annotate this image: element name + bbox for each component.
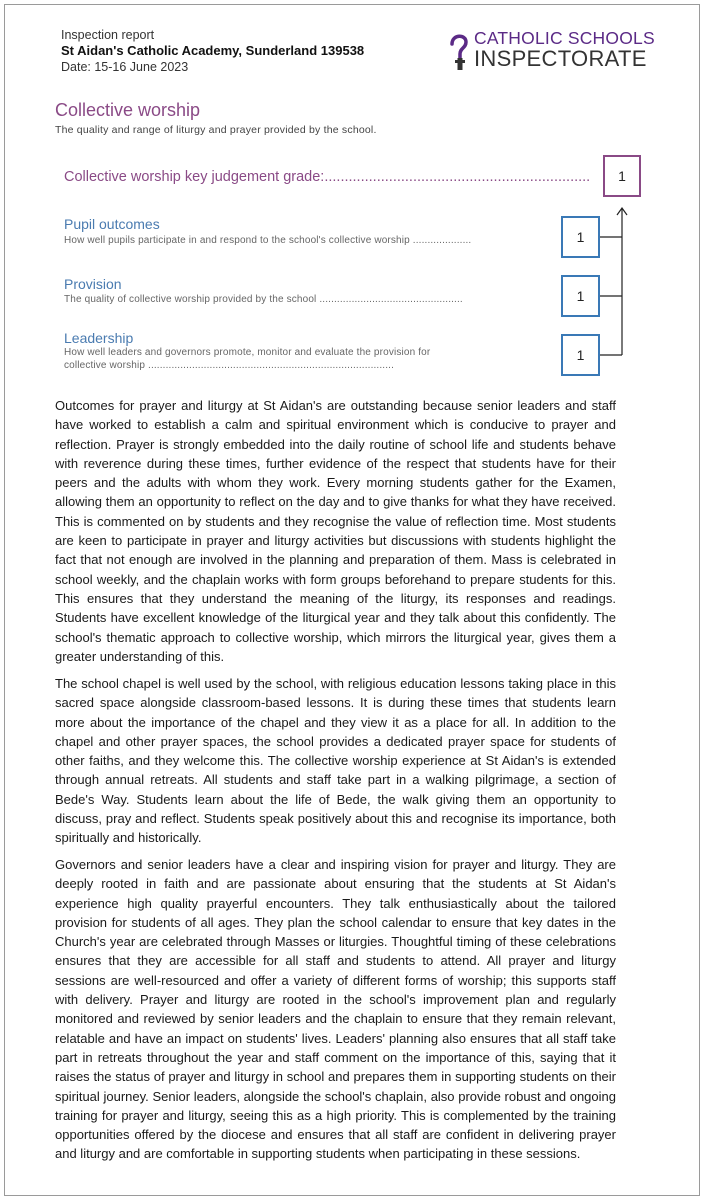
leadership-desc-line2: collective worship	[64, 360, 146, 371]
provision-leader: .................................................	[319, 294, 463, 305]
provision-title: Provision	[64, 276, 122, 292]
report-type: Inspection report	[61, 28, 155, 42]
pupil-outcomes-description	[64, 234, 471, 247]
provision-grade: 1	[576, 288, 585, 304]
pupil-outcomes-grade-box	[561, 216, 600, 258]
key-judgement-label	[64, 169, 590, 185]
csi-logo	[448, 26, 660, 74]
section-title: Collective worship	[55, 100, 201, 120]
grade-connector-arrow-icon	[600, 205, 640, 365]
pupil-outcomes-leader: ....................	[412, 235, 472, 246]
pupil-outcomes-desc-text: How well pupils participate in and respond to the school's collective worship	[64, 235, 410, 246]
logo-line2: INSPECTORATE	[474, 46, 647, 71]
leadership-leader: ....................................................................................	[148, 360, 394, 371]
key-judgement-grade: 1	[618, 168, 626, 184]
section-subtitle: The quality and range of liturgy and prayer provided by the school.	[55, 124, 377, 136]
logo-line1: CATHOLIC SCHOOLS	[474, 28, 655, 48]
key-judgement-text: Collective worship key judgement grade:	[64, 169, 325, 185]
report-header	[61, 27, 364, 75]
paragraph-leadership: Governors and senior leaders have a clear and inspiring vision for prayer and liturgy. They are deeply rooted in faith and are passionate about ensuring that the students at St Aidan's experience high quality prayerful encounters. They talk enthusiastically about the tailored provision for students of all ages. They plan the school calendar to ensure that key dates in the Church's year are celebrated through Masses or liturgies. Thoughtful timing of these celebrations ensures that they are accessible for all staff and students to attend. All prayer and liturgy sessions are well-resourced and offer a variety of different forms of worship; this supports staff with delivery. Prayer and liturgy are rooted in the school's improvement plan and regularly monitored and reviewed by senior leaders and the chaplain to ensure that they remain relevant, relatable and have an impact on students' lives. Leaders' planning also ensures that all staff take part in retreats throughout the year and staff comment on the importance of this, saying that it raises the status of prayer and liturgy in school and prepares them in supporting students on their spiritual journey. Senior leaders, alongside the school's chaplain, also provide robust and ongoing training for prayer and liturgy, seeing this as a high priority. This is complemented by the training opportunities offered by the diocese and ensures that all staff are confident in delivering prayer and liturgy and are comfortable in supporting students when participating in these sessions.	[55, 857, 616, 1162]
leadership-grade-box	[561, 334, 600, 376]
provision-description	[64, 293, 463, 306]
pupil-outcomes-title: Pupil outcomes	[64, 216, 160, 232]
leadership-grade: 1	[576, 347, 585, 363]
report-date: Date: 15-16 June 2023	[61, 60, 189, 74]
paragraph-provision: The school chapel is well used by the school, with religious education lessons taking place in this sacred space alongside classroom-based lessons. It is during these times that students learn more about the importance of the chapel and they view it as a place for all. In addition to the chapel and other prayer spaces, the school provides a dedicated prayer space for students of other faiths, and they welcome this. The collective worship experience at St Aidan's is extended through annual retreats. All students and staff take part in a walking pilgrimage, a section of Bede's Way. Students learn about the life of Bede, the walk giving them an opportunity to discuss, pray and reflect. Students speak positively about this and recognise its importance, both spiritually and historically.	[55, 676, 616, 846]
provision-desc-text: The quality of collective worship provided by the school	[64, 294, 317, 305]
leadership-desc-line1: How well leaders and governors promote, monitor and evaluate the provision for	[64, 347, 431, 358]
pupil-outcomes-grade: 1	[576, 229, 585, 245]
key-judgement-grade-box	[603, 155, 641, 197]
provision-grade-box	[561, 275, 600, 317]
logo-mark-icon	[448, 28, 470, 72]
school-name: St Aidan's Catholic Academy, Sunderland 139538	[61, 43, 365, 58]
leadership-description	[64, 346, 430, 372]
paragraph-outcomes: Outcomes for prayer and liturgy at St Aidan's are outstanding because senior leaders and staff have worked to establish a calm and spiritual environment which is conducive to prayer and reflection. Prayer is strongly embedded into the daily routine of school life and students behave with reverence during these times, further evidence of the respect that students have for their peers and the adults with whom they work. Every morning students gather for the Examen, allowing them an opportunity to reflect on the day and to give thanks for what they have received. This is commented on by students and they recognise the value of reflection time. Most students are keen to participate in prayer and liturgy activities but discussions with students highlight the fact that not enough are involved in the planning and preparation of them. Mass is celebrated in school weekly, and the chaplain works with form groups beforehand to prepare students for this. This ensures that they understand the meaning of the liturgy, its responses and readings. Students have excellent knowledge of the liturgical year and they talk about this confidently. The school's thematic approach to collective worship, which mirrors the liturgical year, gives them a greater understanding of this.	[55, 398, 616, 664]
leadership-title: Leadership	[64, 330, 134, 346]
key-judgement-leader: ..................................................................	[324, 169, 591, 185]
